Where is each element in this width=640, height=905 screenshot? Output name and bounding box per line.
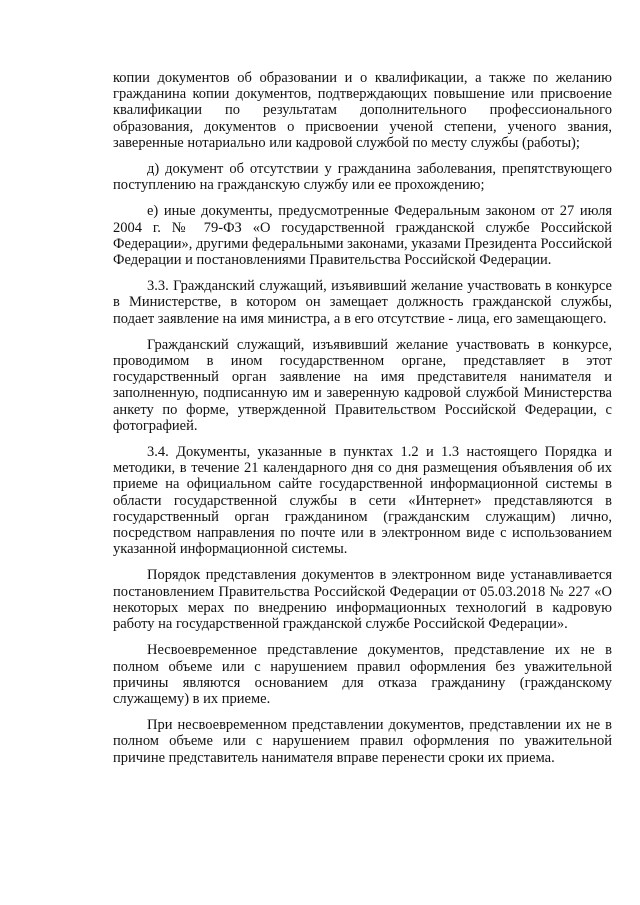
paragraph-refusal-grounds: Несвоевременное представление документов, представление их не в полном объеме или с нарушением правил оформления без уважительной причины являются основанием для отказа гражданину (гражданскому служащему) в их приеме. <box>113 642 612 707</box>
paragraph-deadline-extension: При несвоевременном представлении документов, представлении их не в полном объеме или с нарушением правил оформления по уважительной причине представитель нанимателя вправе перенести сроки их приема. <box>113 717 612 766</box>
paragraph-education-documents: копии документов об образовании и о квалификации, а также по желанию гражданина копии документов, подтверждающих повышение или присвоение квалификации по результатам дополнительного профессионального образования, документов о присвоении ученой степени, ученого звания, заверенные нотариально или кадровой службой по месту службы (работы); <box>113 70 612 151</box>
paragraph-3-3: 3.3. Гражданский служащий, изъявивший желание участвовать в конкурсе в Министерстве, в котором он замещает должность гражданской службы, подает заявление на имя министра, а в его отсутствие - лица, его замещающего. <box>113 278 612 327</box>
paragraph-3-4: 3.4. Документы, указанные в пунктах 1.2 и 1.3 настоящего Порядка и методики, в течение 21 календарного дня со дня размещения объявления об их приеме на официальном сайте государственной информационной системы в области государственной службы в сети «Интернет» представляются в государственный орган гражданином (гражданским служащим) лично, посредством направления по почте или в электронном виде с использованием указанной информационной системы. <box>113 444 612 558</box>
paragraph-other-agency: Гражданский служащий, изъявивший желание участвовать в конкурсе, проводимом в ином государственном органе, представляет в этот государственный орган заявление на имя представителя нанимателя и заполненную, подписанную им и заверенную кадровой службой Министерства анкету по форме, утвержденной Правительством Российской Федерации, с фотографией. <box>113 336 612 434</box>
paragraph-item-e: е) иные документы, предусмотренные Федеральным законом от 27 июля 2004 г. № 79-ФЗ «О государственной гражданской службе Российской Федерации», другими федеральными законами, указами Президента Российской Федерации и постановлениями Правительства Российской Федерации. <box>113 203 612 269</box>
paragraph-item-d: д) документ об отсутствии у гражданина заболевания, препятствующего поступлению на гражданскую службу или ее прохождению; <box>113 161 612 194</box>
paragraph-electronic-procedure: Порядок представления документов в электронном виде устанавливается постановлением Правительства Российской Федерации от 05.03.2018 № 227 «О некоторых мерах по внедрению информационных технологий в кадровую работу на государственной гражданской службе Российской Федерации». <box>113 567 612 633</box>
